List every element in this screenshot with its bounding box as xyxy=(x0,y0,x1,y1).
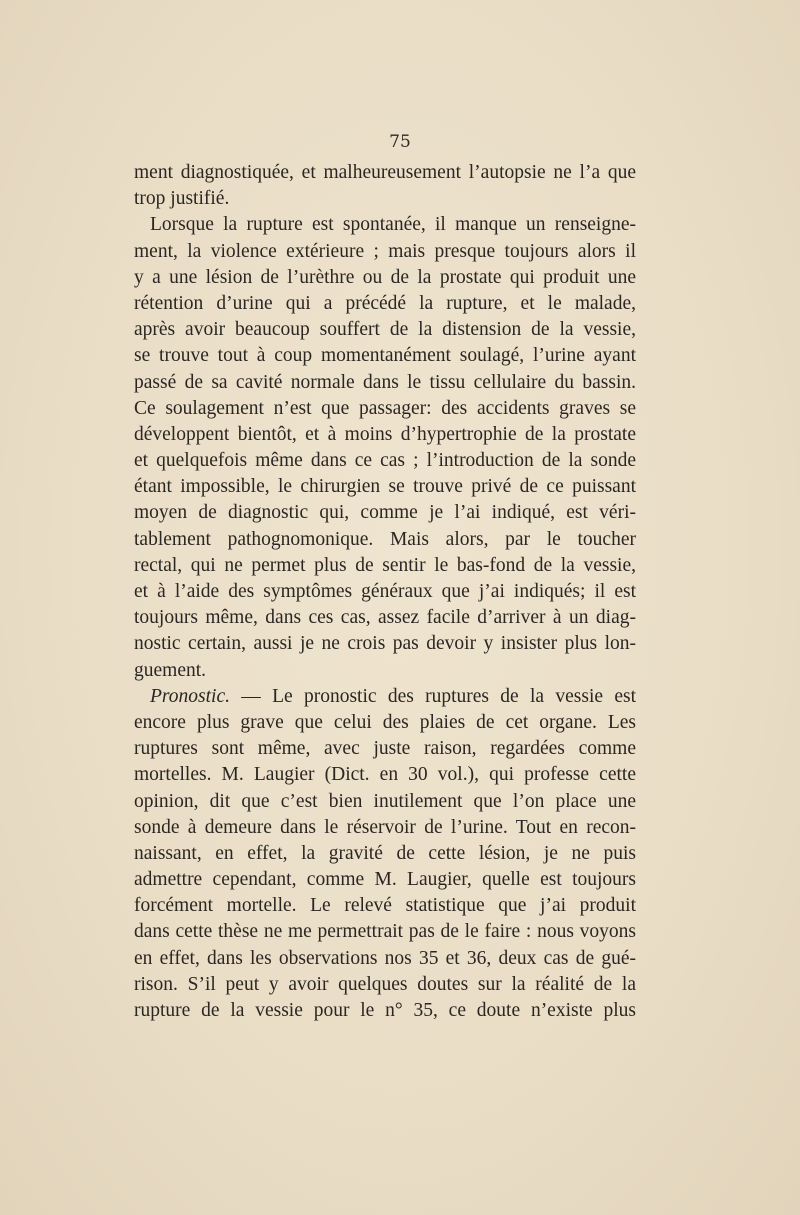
section-heading-line xyxy=(134,684,636,710)
text-line: moyen de diagnostic qui, comme je l’ai indiqué, est véri- xyxy=(134,502,636,524)
text-line: forcément mortelle. Le relevé statistique que j’ai produit xyxy=(134,895,636,917)
text-line: naissant, en effet, la gravité de cette lésion, je ne puis xyxy=(134,842,636,864)
text-line: rectal, qui ne permet plus de sentir le bas-fond de la vessie, xyxy=(134,554,636,576)
text-line: dans cette thèse ne me permettrait pas de le faire : nous voyons xyxy=(134,921,636,943)
text-line: ment, la violence extérieure ; mais presque toujours alors il xyxy=(134,240,636,262)
text-line: encore plus grave que celui des plaies de cet organe. Les xyxy=(134,711,636,733)
text-line: ruptures sont même, avec juste raison, regardées comme xyxy=(134,738,636,760)
text-line: mortelles. M. Laugier (Dict. en 30 vol.), qui professe cette xyxy=(134,764,636,786)
text-line: guement. xyxy=(134,659,207,681)
text-line: nostic certain, aussi je ne crois pas devoir y insister plus lon- xyxy=(134,633,636,655)
text-line: étant impossible, le chirurgien se trouve privé de ce puissant xyxy=(134,476,636,498)
section-heading: Pronostic. xyxy=(150,685,230,707)
text-line: passé de sa cavité normale dans le tissu cellulaire du bassin. xyxy=(134,371,636,393)
page-number: 75 xyxy=(389,132,411,152)
text-line: tablement pathognomonique. Mais alors, par le toucher xyxy=(134,528,636,550)
text-line: et quelquefois même dans ce cas ; l’introduction de la sonde xyxy=(134,450,636,472)
text-line: se trouve tout à coup momentanément soulagé, l’urine ayant xyxy=(134,345,636,367)
paragraph-start-line: Lorsque la rupture est spontanée, il manque un renseigne- xyxy=(150,214,636,236)
text-line: en effet, dans les observations nos 35 et 36, deux cas de gué- xyxy=(134,947,636,969)
text-line: et à l’aide des symptômes généraux que j’ai indiqués; il est xyxy=(134,581,636,602)
text-line: ment diagnostiquée, et malheureusement l’autopsie ne l’a que xyxy=(134,162,636,183)
body-text xyxy=(134,160,636,1024)
text-line: rétention d’urine qui a précédé la rupture, et le malade, xyxy=(134,292,636,314)
text-line: développent bientôt, et à moins d’hypertrophie de la prostate xyxy=(134,423,636,445)
text-line: sonde à demeure dans le réservoir de l’urine. Tout en recon- xyxy=(134,816,636,838)
text-line: après avoir beaucoup souffert de la distension de la vessie, xyxy=(134,319,636,341)
text-line: toujours même, dans ces cas, assez facile d’arriver à un diag- xyxy=(134,607,636,629)
text-line: y a une lésion de l’urèthre ou de la prostate qui produit une xyxy=(134,266,636,288)
text-line: admettre cependant, comme M. Laugier, quelle est toujours xyxy=(134,869,636,891)
text-line: rupture de la vessie pour le n° 35, ce doute n’existe plus xyxy=(134,1000,636,1021)
text-line: trop justifié. xyxy=(134,188,230,210)
text-line: opinion, dit que c’est bien inutilement que l’on place une xyxy=(134,790,636,812)
section-heading-text: — Le pronostic des ruptures de la vessie est xyxy=(229,685,636,707)
text-line: rison. S’il peut y avoir quelques doutes sur la réalité de la xyxy=(134,973,636,995)
text-line: Ce soulagement n’est que passager: des accidents graves se xyxy=(134,397,636,419)
